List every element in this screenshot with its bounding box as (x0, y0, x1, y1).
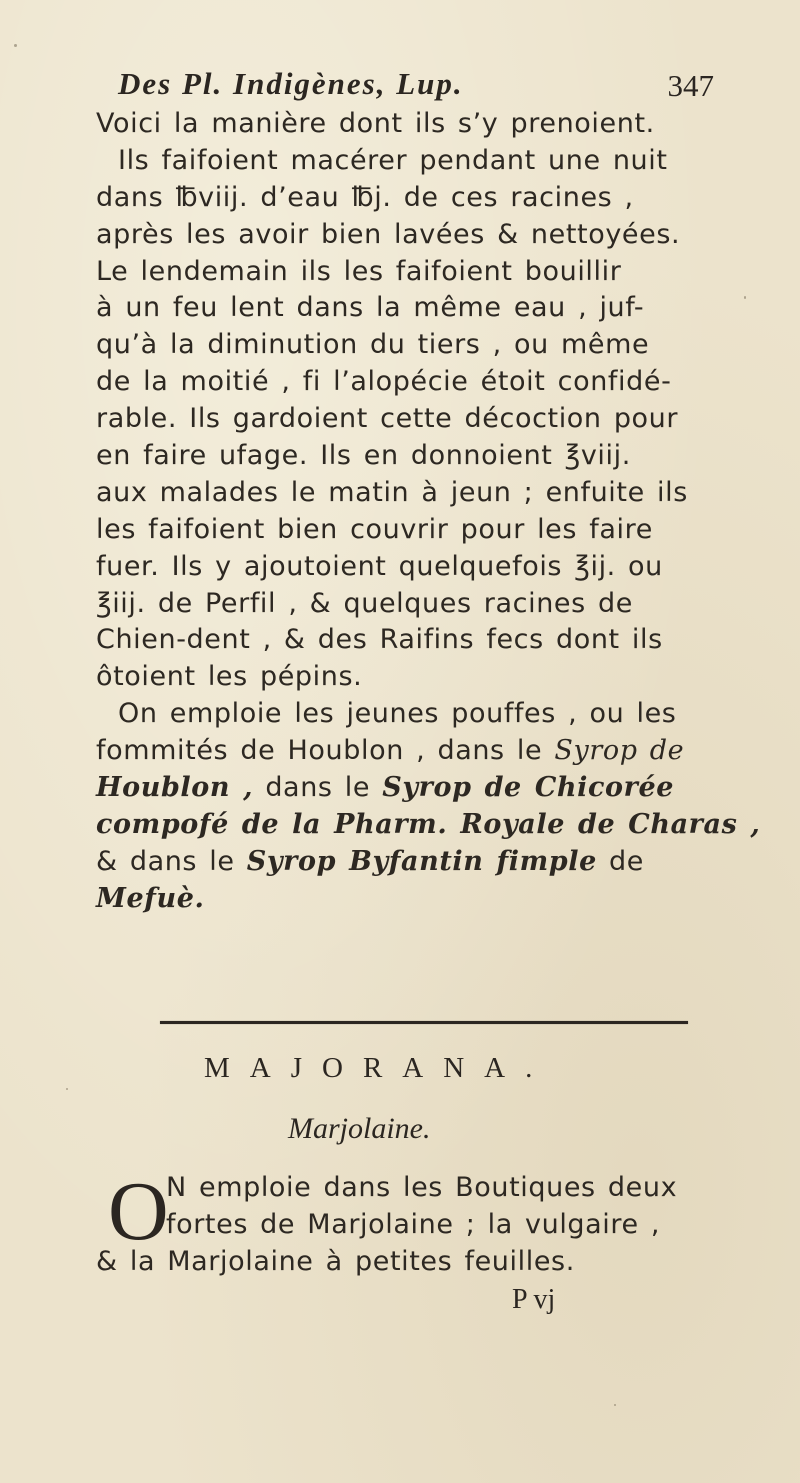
text-run: dans le (265, 772, 371, 804)
text-line: dans ℔viij. d’eau ℔j. de ces racines , (96, 181, 634, 213)
paragraph-3 (96, 1165, 708, 1281)
italic-title: Syrop Byfantin fimple (246, 845, 597, 877)
paper-speck (66, 1088, 68, 1090)
text-line (96, 844, 708, 881)
text-line: à un feu lent dans la même eau , juf- (96, 292, 645, 324)
italic-title: Syrop de (554, 735, 685, 767)
section-title: MAJORANA. (204, 1052, 553, 1084)
text-line: & la Marjolaine à petites feuilles. (96, 1245, 575, 1277)
text-line: Le lendemain ils les faifoient bouillir (96, 255, 622, 287)
section-subtitle: Marjolaine. (288, 1112, 431, 1145)
text-line (96, 807, 761, 844)
text-line: Voici la manière dont ils s’y prenoient. (96, 108, 655, 139)
text-line: fuer. Ils y ajoutoient quelquefois ℥ij. ou (96, 550, 663, 582)
text-line (96, 881, 708, 918)
text-line: fortes de Marjolaine ; la vulgaire , (166, 1208, 661, 1240)
text-run: fommités de Houblon , dans le (96, 735, 543, 767)
text-line: aux malades le matin à jeun ; enfuite ils (96, 476, 688, 508)
text-line: les faifoient bien couvrir pour les faire (96, 513, 653, 545)
text-line (96, 696, 708, 733)
text-run: On emploie les jeunes pouffes , ou les (118, 698, 677, 730)
running-head: Des Pl. Indigènes, Lup. (118, 66, 464, 101)
text-line: Ils faifoient macérer pendant une nuit (118, 144, 668, 176)
italic-title: Mefuè. (96, 882, 205, 914)
text-line: après les avoir bien lavées & nettoyées. (96, 218, 681, 250)
text-line: en faire ufage. Ils en donnoient ℥viij. (96, 440, 631, 472)
signature-mark: P vj (512, 1284, 556, 1315)
text-line: Chien-dent , & des Raifins fecs dont ils (96, 624, 663, 656)
text-line (96, 770, 708, 807)
text-run: de (609, 845, 644, 877)
paper-speck (744, 296, 746, 299)
text-line: ôtoient les pépins. (96, 661, 363, 693)
italic-title: Houblon , (96, 772, 254, 804)
text-line: de la moitié , fi l’alopécie étoit confidé- (96, 366, 672, 398)
text-line: qu’à la diminution du tiers , ou même (96, 329, 650, 361)
page-number: 347 (667, 68, 714, 103)
section-rule (160, 1021, 688, 1024)
italic-title: Syrop de Chicorée (382, 772, 675, 804)
text-line: rable. Ils gardoient cette décoction pour (96, 403, 679, 435)
text-line: ℥iij. de Perfil , & quelques racines de (96, 587, 633, 619)
text-line: N emploie dans les Boutiques deux (166, 1172, 678, 1203)
paper-speck (14, 44, 17, 47)
italic-title: compofé de la Pharm. Royale de Charas , (96, 808, 761, 840)
drop-cap: O (108, 1165, 169, 1258)
paper-speck (614, 1404, 616, 1406)
paragraph-1 (96, 106, 761, 918)
text-line (96, 733, 708, 770)
text-run: & dans le (96, 845, 235, 877)
